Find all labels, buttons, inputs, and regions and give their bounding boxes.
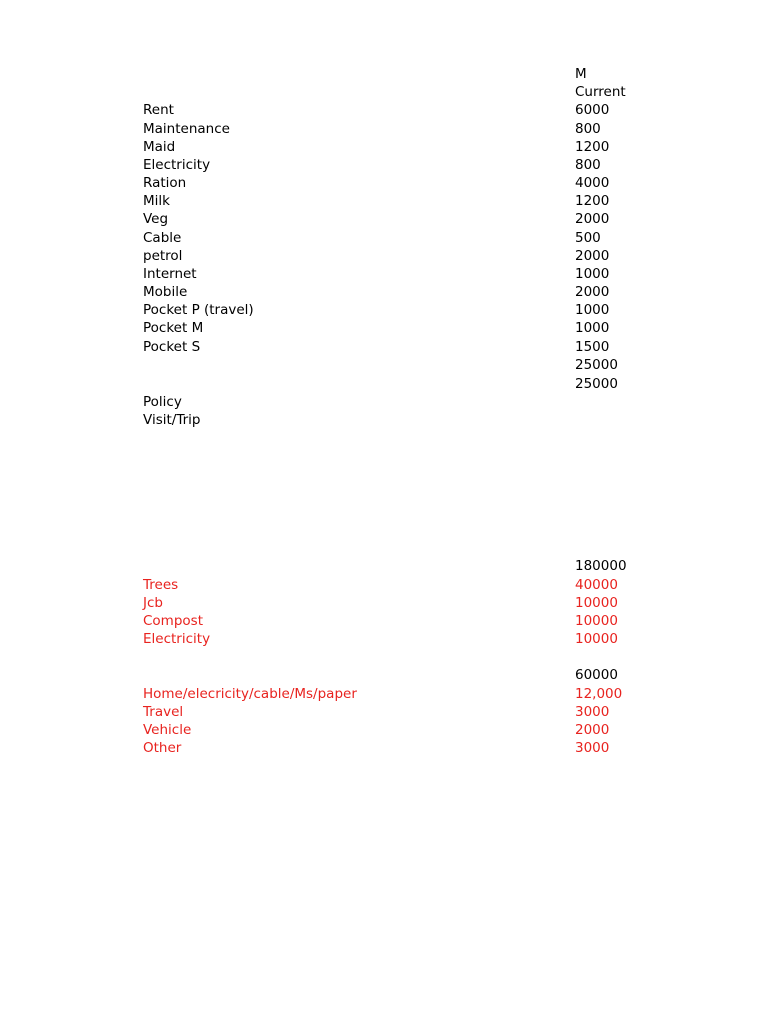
group2-total-row	[0, 666, 768, 684]
visit-trip-label: Visit/Trip	[143, 412, 201, 428]
expense-value: 1000	[575, 302, 610, 318]
total-value: 25000	[575, 376, 618, 392]
expense-row	[0, 138, 768, 156]
group1-item-value: 10000	[575, 595, 618, 611]
group2-item-label: Vehicle	[143, 722, 192, 738]
group1-item-row	[0, 594, 768, 612]
policy-label: Policy	[143, 394, 182, 410]
expense-label: petrol	[143, 248, 183, 264]
expense-row	[0, 210, 768, 228]
group2-item-value: 2000	[575, 722, 610, 738]
expense-value: 1200	[575, 139, 610, 155]
expense-label: Maintenance	[143, 121, 230, 137]
header-row-2	[0, 83, 768, 101]
total-value: 25000	[575, 357, 618, 373]
group2-item-value: 3000	[575, 704, 610, 720]
expense-row	[0, 156, 768, 174]
expense-label: Rent	[143, 102, 174, 118]
expense-value: 800	[575, 157, 601, 173]
group1-total: 180000	[575, 558, 627, 574]
expense-row	[0, 338, 768, 356]
group1-item-label: Jcb	[143, 595, 163, 611]
group2-item-row	[0, 721, 768, 739]
group1-item-value: 10000	[575, 631, 618, 647]
total-row	[0, 356, 768, 374]
group1-item-label: Compost	[143, 613, 203, 629]
expense-value: 1000	[575, 320, 610, 336]
expense-value: 1000	[575, 266, 610, 282]
expense-label: Mobile	[143, 284, 188, 300]
expense-value: 2000	[575, 211, 610, 227]
expense-label: Pocket S	[143, 339, 201, 355]
expense-row	[0, 265, 768, 283]
expense-row	[0, 192, 768, 210]
group2-item-value: 12,000	[575, 686, 623, 702]
expense-row	[0, 319, 768, 337]
expense-label: Electricity	[143, 157, 211, 173]
group2-item-row	[0, 703, 768, 721]
expense-value: 6000	[575, 102, 610, 118]
group1-item-label: Trees	[143, 577, 179, 593]
group1-item-row	[0, 612, 768, 630]
expense-value: 1500	[575, 339, 610, 355]
expense-row	[0, 120, 768, 138]
expense-value: 4000	[575, 175, 610, 191]
group2-item-value: 3000	[575, 740, 610, 756]
expense-value: 2000	[575, 284, 610, 300]
header-row-1	[0, 65, 768, 83]
expense-row	[0, 283, 768, 301]
group2-item-row	[0, 685, 768, 703]
header-col-m: M	[575, 66, 587, 82]
expense-value: 500	[575, 230, 601, 246]
expense-label: Pocket M	[143, 320, 204, 336]
group2-total: 60000	[575, 667, 618, 683]
group2-item-label: Home/elecricity/cable/Ms/paper	[143, 686, 357, 702]
group1-total-row	[0, 557, 768, 575]
expense-row	[0, 101, 768, 119]
expense-row	[0, 301, 768, 319]
extra-row	[0, 393, 768, 411]
expense-value: 2000	[575, 248, 610, 264]
group2-item-label: Other	[143, 740, 182, 756]
expense-row	[0, 247, 768, 265]
expense-label: Cable	[143, 230, 182, 246]
group2-item-row	[0, 739, 768, 757]
extra-row	[0, 411, 768, 429]
group1-item-value: 10000	[575, 613, 618, 629]
group1-item-value: 40000	[575, 577, 618, 593]
expense-label: Pocket P (travel)	[143, 302, 254, 318]
expense-label: Maid	[143, 139, 176, 155]
expense-row	[0, 174, 768, 192]
header-col-current: Current	[575, 84, 626, 100]
expense-label: Milk	[143, 193, 170, 209]
total-row	[0, 375, 768, 393]
expense-value: 1200	[575, 193, 610, 209]
group1-item-row	[0, 630, 768, 648]
group1-item-row	[0, 576, 768, 594]
expense-label: Internet	[143, 266, 197, 282]
expense-label: Ration	[143, 175, 187, 191]
expense-value: 800	[575, 121, 601, 137]
group2-item-label: Travel	[143, 704, 184, 720]
group1-item-label: Electricity	[143, 631, 211, 647]
expense-label: Veg	[143, 211, 169, 227]
expense-row	[0, 229, 768, 247]
